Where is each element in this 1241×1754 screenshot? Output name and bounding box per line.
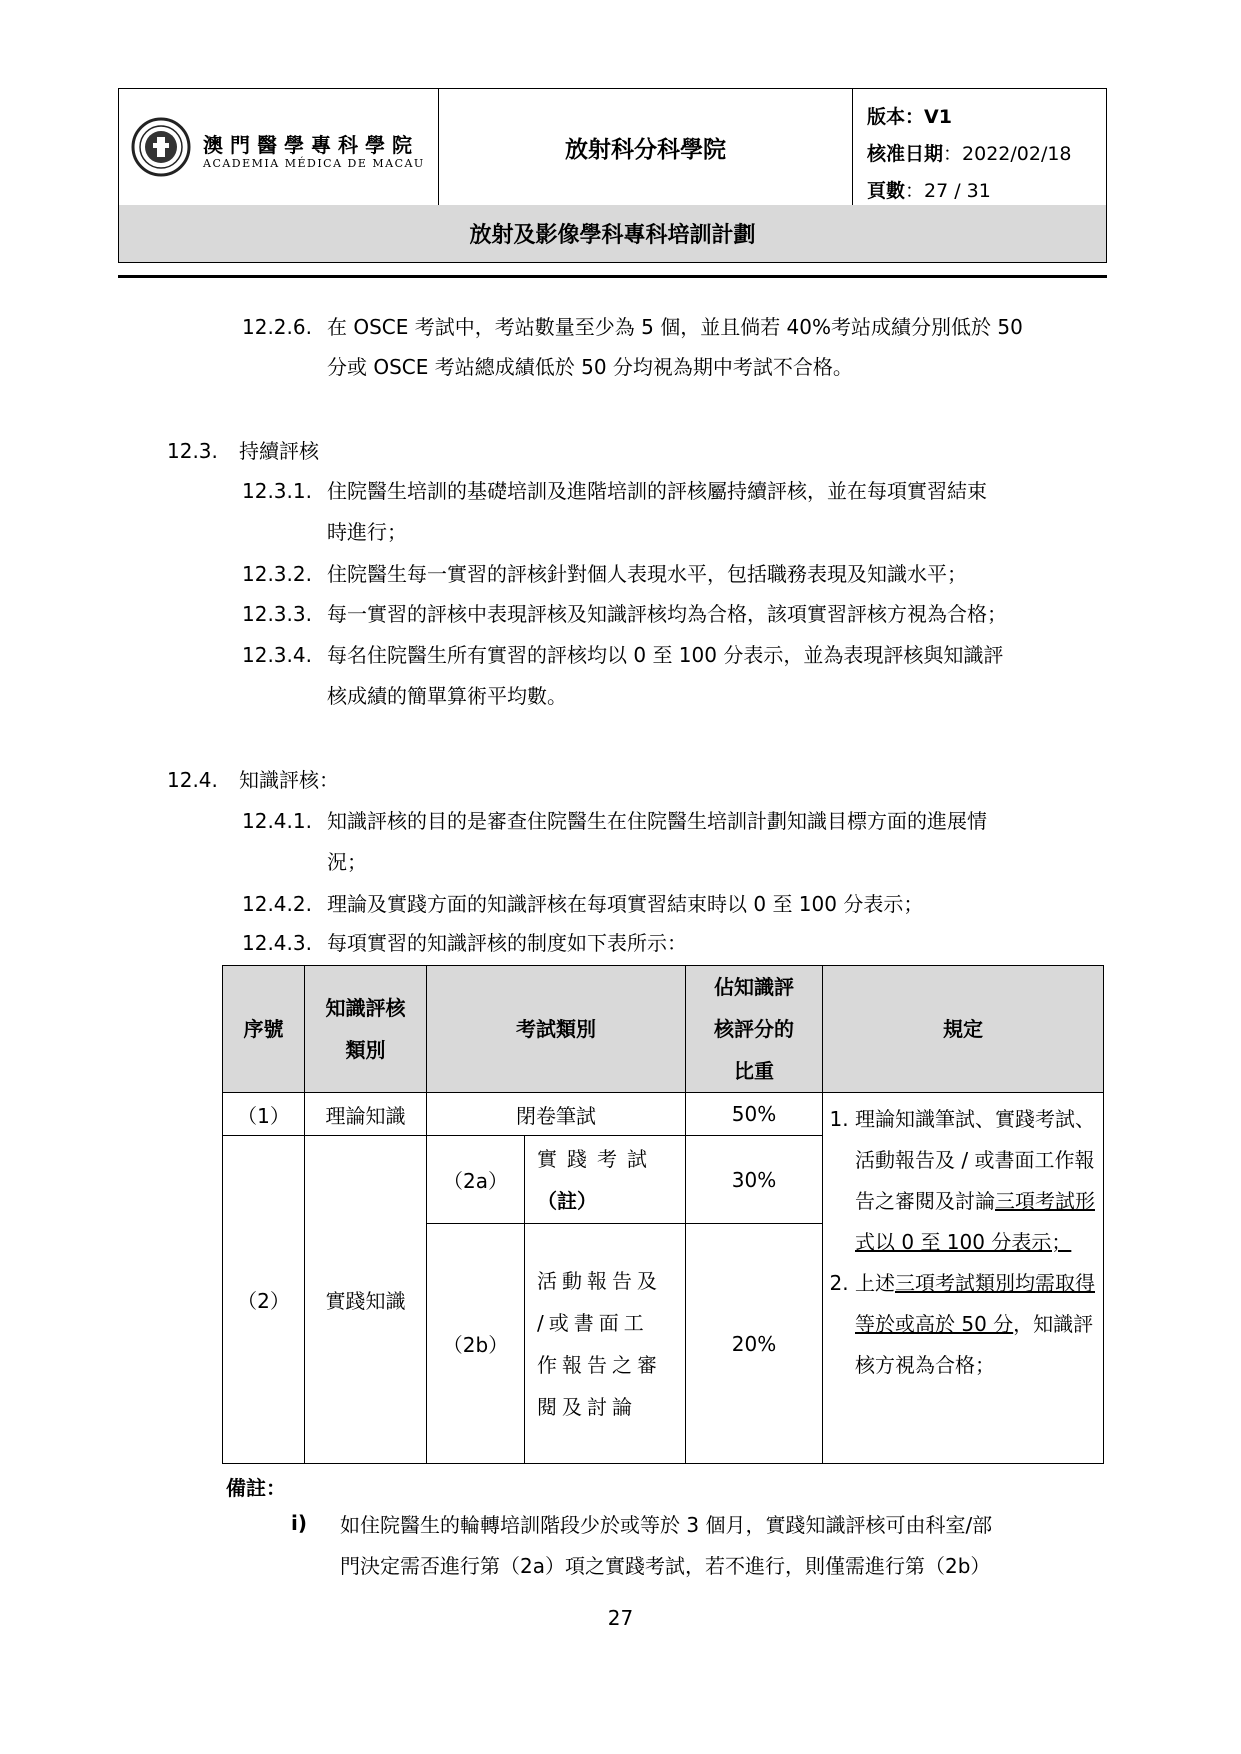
clause-text: 住院醫生培訓的基礎培訓及進階培訓的評核屬持續評核，並在每項實習結束 <box>327 479 987 503</box>
notes-heading: 備註： <box>226 1476 286 1500</box>
clause-text: 住院醫生每一實習的評核針對個人表現水平，包括職務表現及知識水平； <box>327 562 967 586</box>
rule-text: 上述 <box>855 1271 895 1295</box>
row-seq: （1） <box>223 1093 305 1136</box>
row-exam <box>525 1224 686 1464</box>
document-header <box>118 88 1107 263</box>
rule-text-underlined: 三項考試形式以 0 至 100 分表示； <box>855 1189 1095 1254</box>
table-row <box>223 1093 1104 1136</box>
section-number: 12.3. <box>167 439 218 463</box>
clause-text: 知識評核的目的是審查住院醫生在住院醫生培訓計劃知識目標方面的進展情 <box>327 809 987 833</box>
row-subcode: （2a） <box>427 1136 525 1224</box>
row-exam-line: 活動報告及 <box>537 1268 662 1293</box>
row-exam-line: 閱及討論 <box>537 1394 637 1419</box>
program-title: 放射及影像學科專科培訓計劃 <box>119 205 1106 262</box>
approval-date-line <box>867 136 1072 173</box>
rule-text-underlined: 三項考試類別均需取得等於或高於 50 分 <box>855 1271 1095 1336</box>
approval-date-label: 核准日期 <box>867 143 944 165</box>
row-weight: 50% <box>686 1093 823 1136</box>
header-weight-line: 核評分的 <box>714 1017 794 1041</box>
table-header-row <box>223 966 1104 1093</box>
clause-text: 在 OSCE 考試中，考站數量至少為 5 個，並且倘若 40%考站成績分別低於 50 <box>327 315 1023 339</box>
note-item-label: i) <box>291 1511 307 1535</box>
header-divider <box>118 275 1107 278</box>
page-number: 27 <box>607 1606 634 1630</box>
row-weight: 30% <box>686 1136 823 1224</box>
logo-chinese-name: 澳門醫學專科學院 <box>203 133 419 157</box>
rule-text: ，知識評核方視為合格； <box>855 1312 1094 1377</box>
row-exam-line: /或書面工 <box>537 1310 649 1335</box>
row-exam-line: 實踐考試 <box>537 1146 657 1171</box>
header-rules: 規定 <box>823 966 1104 1093</box>
page-count-value: ：27 / 31 <box>905 180 991 202</box>
header-category-line: 知識評核 <box>325 996 406 1020</box>
rule-text: 理論知識筆試、實踐考試、活動報告及 / 或書面工作報告之審閱及討論 <box>855 1107 1095 1213</box>
row-exam: 閉卷筆試 <box>427 1093 686 1136</box>
section-title: 知識評核： <box>239 768 339 792</box>
row-seq: （2） <box>223 1136 305 1464</box>
clause-text: 時進行； <box>327 520 407 544</box>
clause-number: 12.3.3. <box>242 602 312 626</box>
approval-date-value: ：2022/02/18 <box>943 143 1072 165</box>
row-category: 理論知識 <box>305 1093 427 1136</box>
section-title: 持續評核 <box>239 439 319 463</box>
knowledge-assessment-table <box>222 965 1104 1464</box>
version-label: 版本： <box>867 106 925 128</box>
version-value: V1 <box>924 106 952 128</box>
header-weight-line: 佔知識評 <box>714 975 794 999</box>
note-text: 如住院醫生的輪轉培訓階段少於或等於 3 個月，實踐知識評核可由科室/部 <box>340 1513 993 1537</box>
row-weight: 20% <box>686 1224 823 1464</box>
header-weight-line: 比重 <box>734 1059 774 1083</box>
college-name: 放射科分科學院 <box>439 89 853 205</box>
document-meta <box>867 99 1072 210</box>
clause-number: 12.2.6. <box>242 315 312 339</box>
section-number: 12.4. <box>167 768 218 792</box>
header-category-line: 類別 <box>345 1038 386 1062</box>
rule-item <box>855 1099 1095 1263</box>
row-exam-line: 作報告之審 <box>537 1352 662 1377</box>
clause-number: 12.4.1. <box>242 809 312 833</box>
clause-text: 每一實習的評核中表現評核及知識評核均為合格，該項實習評核方視為合格； <box>327 602 1007 626</box>
clause-text: 核成績的簡單算術平均數。 <box>327 684 567 708</box>
logo-latin-name: ACADEMIA MÉDICA DE MACAU <box>203 157 425 170</box>
clause-number: 12.4.2. <box>242 892 312 916</box>
clause-text: 理論及實踐方面的知識評核在每項實習結束時以 0 至 100 分表示； <box>327 892 924 916</box>
clause-text: 況； <box>327 850 367 874</box>
clause-number: 12.4.3. <box>242 931 312 955</box>
header-seq: 序號 <box>223 966 305 1093</box>
clause-number: 12.3.2. <box>242 562 312 586</box>
clause-text: 分或 OSCE 考站總成績低於 50 分均視為期中考試不合格。 <box>327 355 853 379</box>
clause-text: 每名住院醫生所有實習的評核均以 0 至 100 分表示，並為表現評核與知識評 <box>327 643 1004 667</box>
row-category: 實踐知識 <box>305 1136 427 1464</box>
clause-number: 12.3.4. <box>242 643 312 667</box>
academy-logo <box>119 89 439 205</box>
rule-item <box>855 1263 1095 1386</box>
row-subcode: （2b） <box>427 1224 525 1464</box>
header-category <box>305 966 427 1093</box>
page-count-label: 頁數 <box>867 180 906 202</box>
academy-seal-icon <box>131 117 191 177</box>
rules-cell <box>823 1093 1104 1464</box>
row-exam-note: （註） <box>537 1188 597 1213</box>
clause-text: 每項實習的知識評核的制度如下表所示： <box>327 931 687 955</box>
version-line <box>867 99 1072 136</box>
clause-number: 12.3.1. <box>242 479 312 503</box>
header-exam-type: 考試類別 <box>427 966 686 1093</box>
header-weight <box>686 966 823 1093</box>
header-top-row <box>119 89 1106 206</box>
note-text: 門決定需否進行第（2a）項之實踐考試，若不進行，則僅需進行第（2b） <box>340 1554 991 1578</box>
row-exam <box>525 1136 686 1224</box>
